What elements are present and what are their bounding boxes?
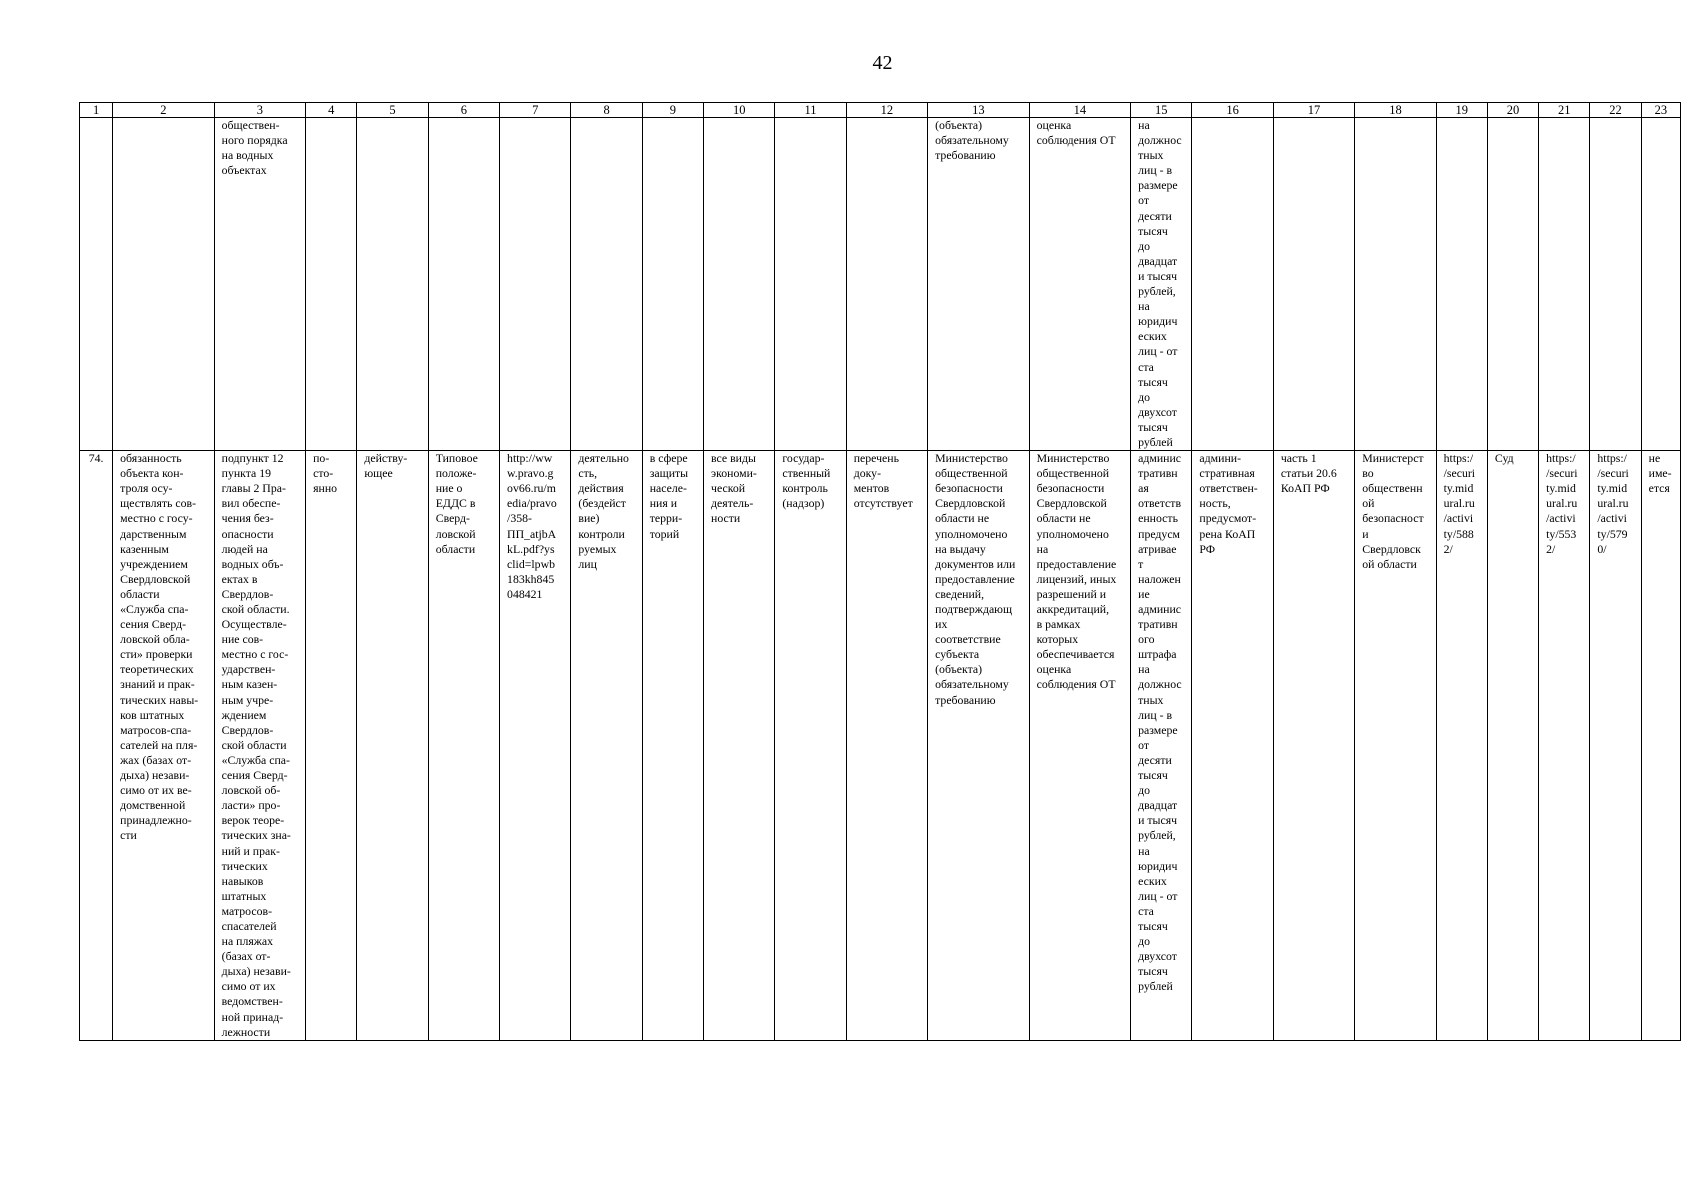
column-header: 7 — [500, 103, 571, 118]
table-cell: часть 1 статьи 20.6 КоАП РФ — [1273, 451, 1354, 1041]
table-cell: (объекта) обязательному требованию — [928, 118, 1030, 451]
table-cell — [113, 118, 215, 451]
table-cell: Суд — [1487, 451, 1538, 1041]
table-cell — [1436, 118, 1487, 451]
table-cell: деятельно сть, действия (бездейст вие) контроли руемых лиц — [571, 451, 642, 1041]
table-cell — [642, 118, 703, 451]
column-header: 19 — [1436, 103, 1487, 118]
table-cell — [704, 118, 775, 451]
table-cell: государ- ственный контроль (надзор) — [775, 451, 846, 1041]
table-cell: Министерст во общественн ой безопасност и Свердловск ой области — [1355, 451, 1436, 1041]
table-cell: на должнос тных лиц - в размере от десяти тысяч до двадцат и тысяч рублей, на юридич еских лиц - от ста тысяч до двухсот тысяч рублей — [1131, 118, 1192, 451]
table-row — [80, 451, 1681, 1041]
table-cell — [1355, 118, 1436, 451]
table-cell: все виды экономи- ческой деятель- ности — [704, 451, 775, 1041]
table-cell: админис тративн ая ответств енность предусм атривае т наложен ие админис тративн ого штрафа на должнос тных лиц - в размере от десяти тысяч до двадцат и тысяч рублей, на юридич еских лиц - от ста тысяч до двухсот тысяч рублей — [1131, 451, 1192, 1041]
register-table — [79, 102, 1681, 1041]
column-header: 16 — [1192, 103, 1273, 118]
table-cell: в сфере защиты населе- ния и терри- торий — [642, 451, 703, 1041]
table-cell — [1590, 118, 1641, 451]
table-cell: Типовое положе- ние о ЕДДС в Сверд- ловской области — [428, 451, 499, 1041]
column-header: 9 — [642, 103, 703, 118]
column-header: 6 — [428, 103, 499, 118]
column-header: 10 — [704, 103, 775, 118]
table-cell: по- сто- янно — [306, 451, 357, 1041]
table-cell — [775, 118, 846, 451]
table-cell: https:/ /securi ty.mid ural.ru /activi ty/588 2/ — [1436, 451, 1487, 1041]
column-header: 3 — [214, 103, 305, 118]
column-header: 23 — [1641, 103, 1680, 118]
table-cell: https:/ /securi ty.mid ural.ru /activi ty/579 0/ — [1590, 451, 1641, 1041]
table-cell — [357, 118, 428, 451]
table-cell — [571, 118, 642, 451]
table-cell: Министерство общественной безопасности Свердловской области не уполномочено на выдачу документов или предоставление сведений, подтверждающ их соответствие субъекта (объекта) обязательному требованию — [928, 451, 1030, 1041]
column-header: 14 — [1029, 103, 1131, 118]
table-cell — [80, 118, 113, 451]
table-cell: http://ww w.pravo.g ov66.ru/m edia/pravo /358- ПП_atjbA kL.pdf?ys clid=lpwb 183kh845 048421 — [500, 451, 571, 1041]
table-cell — [1641, 118, 1680, 451]
row-number: 74. — [80, 451, 113, 1041]
table-cell: подпункт 12 пункта 19 главы 2 Пра- вил обеспе- чения без- опасности людей на водных объ- ектах в Свердлов- ской области. Осуществле- ние сов- местно с гос- ударствен- ным казен- ным учре- ждением Свердлов- ской области «Служба спа- сения Сверд- ловской об- ласти» про- верок теоре- тических зна- ний и прак- тических навыков штатных матросов- спасателей на пляжах (базах от- дыха) незави- симо от их ведомствен- ной принад- лежности — [214, 451, 305, 1041]
column-number-row — [80, 103, 1681, 118]
table-cell — [306, 118, 357, 451]
column-header: 11 — [775, 103, 846, 118]
column-header: 8 — [571, 103, 642, 118]
page-number: 42 — [872, 52, 893, 74]
table-cell — [1539, 118, 1590, 451]
column-header: 1 — [80, 103, 113, 118]
column-header: 15 — [1131, 103, 1192, 118]
table-cell: Министерство общественной безопасности Свердловской области не уполномочено на предоставление лицензий, иных разрешений и аккредитаций, в рамках которых обеспечивается оценка соблюдения ОТ — [1029, 451, 1131, 1041]
table-cell — [428, 118, 499, 451]
table-cell: админи- стративная ответствен- ность, предусмот- рена КоАП РФ — [1192, 451, 1273, 1041]
table-cell: перечень доку- ментов отсутствует — [846, 451, 927, 1041]
table-cell — [1273, 118, 1354, 451]
column-header: 18 — [1355, 103, 1436, 118]
table-cell: обществен- ного порядка на водных объектах — [214, 118, 305, 451]
column-header: 21 — [1539, 103, 1590, 118]
column-header: 5 — [357, 103, 428, 118]
column-header: 20 — [1487, 103, 1538, 118]
table-cell: действу- ющее — [357, 451, 428, 1041]
table-cell: оценка соблюдения ОТ — [1029, 118, 1131, 451]
column-header: 22 — [1590, 103, 1641, 118]
table-cell — [1487, 118, 1538, 451]
column-header: 17 — [1273, 103, 1354, 118]
table-cell: не име- ется — [1641, 451, 1680, 1041]
column-header: 2 — [113, 103, 215, 118]
table-cell — [1192, 118, 1273, 451]
table-cell: https:/ /securi ty.mid ural.ru /activi ty/553 2/ — [1539, 451, 1590, 1041]
table-cell: обязанность объекта кон- троля осу- ществлять сов- местно с госу- дарственным казенным учреждением Свердловской области «Служба спа- сения Сверд- ловской обла- сти» проверки теоретических знаний и прак- тических навы- ков штатных матросов-спа- сателей на пля- жах (базах от- дыха) незави- симо от их ве- домственной принадлежно- сти — [113, 451, 215, 1041]
table-row — [80, 118, 1681, 451]
column-header: 12 — [846, 103, 927, 118]
table-cell — [846, 118, 927, 451]
table-cell — [500, 118, 571, 451]
column-header: 13 — [928, 103, 1030, 118]
column-header: 4 — [306, 103, 357, 118]
